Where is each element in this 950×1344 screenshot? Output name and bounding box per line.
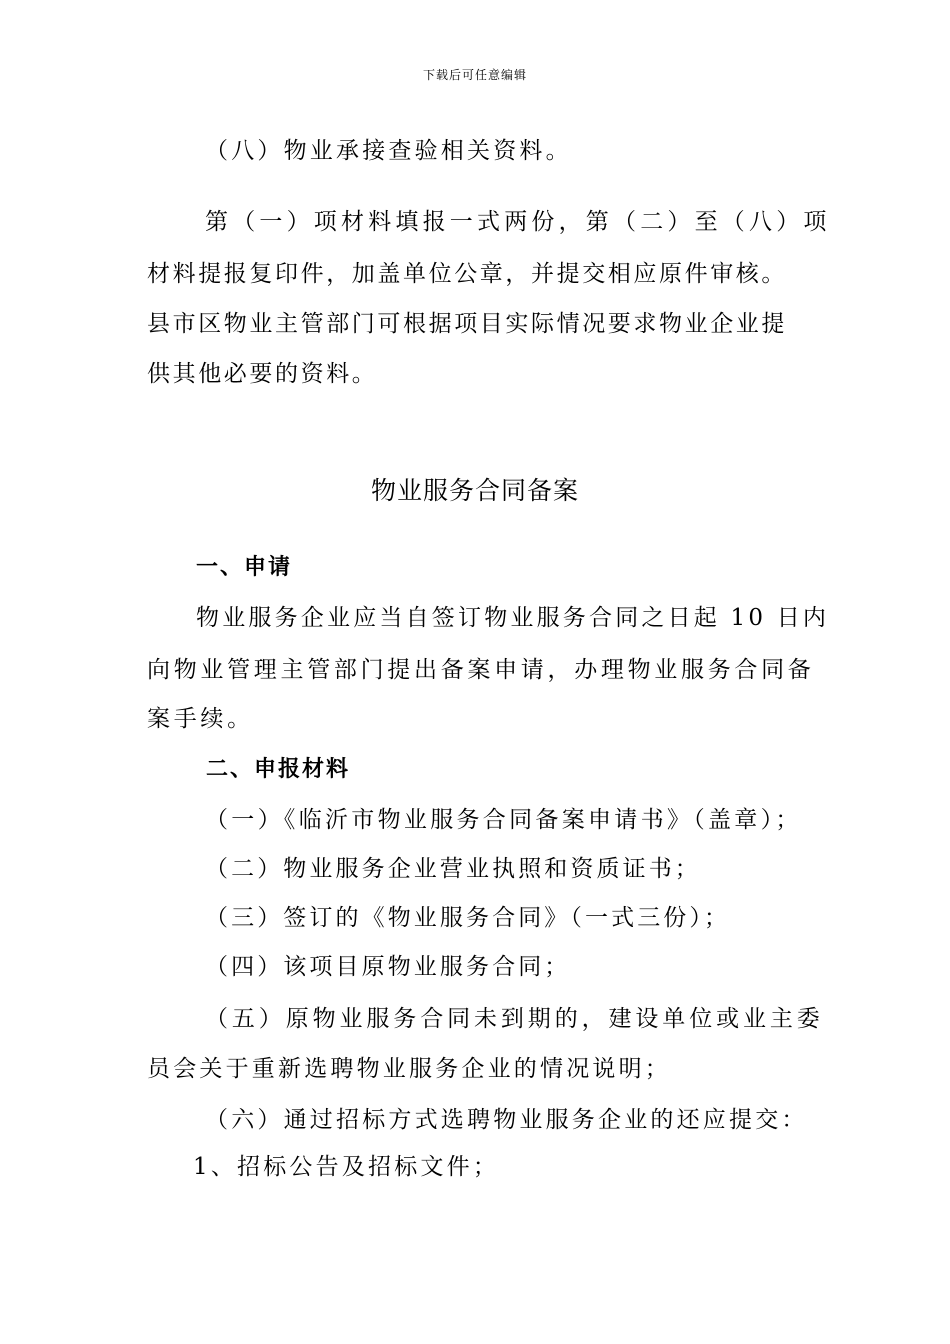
item-eight-line: （八）物业承接查验相关资料。 bbox=[205, 138, 572, 164]
apply-line-1: 物业服务企业应当自签订物业服务合同之日起 10 日内 bbox=[196, 605, 830, 631]
material-item-6: （六）通过招标方式选聘物业服务企业的还应提交： bbox=[205, 1107, 808, 1133]
paragraph-line-3: 县市区物业主管部门可根据项目实际情况要求物业企业提 bbox=[147, 311, 787, 337]
section-title: 物业服务合同备案 bbox=[370, 476, 579, 505]
material-item-3: （三）签订的《物业服务合同》（一式三份）； bbox=[205, 905, 731, 931]
material-item-2: （二）物业服务企业营业执照和资质证书； bbox=[205, 856, 701, 882]
paragraph-line-4: 供其他必要的资料。 bbox=[147, 361, 378, 387]
material-sub-item-1: 1、招标公告及招标文件； bbox=[193, 1154, 500, 1180]
material-item-5-line-1: （五）原物业服务合同未到期的，建设单位或业主委 bbox=[205, 1006, 824, 1032]
apply-line-2: 向物业管理主管部门提出备案申请，办理物业服务合同备 bbox=[147, 657, 815, 683]
heading-materials: 二、申报材料 bbox=[206, 757, 351, 782]
page-header-note: 下载后可任意编辑 bbox=[422, 68, 527, 82]
paragraph-line-2: 材料提报复印件，加盖单位公章，并提交相应原件审核。 bbox=[147, 261, 787, 287]
material-item-4: （四）该项目原物业服务合同； bbox=[205, 954, 571, 980]
apply-line-3: 案手续。 bbox=[147, 706, 254, 732]
paragraph-line-1: 第（一）项材料填报一式两份，第（二）至（八）项 bbox=[205, 209, 831, 235]
heading-apply: 一、申请 bbox=[196, 555, 293, 580]
material-item-1: （一）《临沂市物业服务合同备案申请书》（盖章）； bbox=[205, 807, 802, 833]
material-item-5-line-2: 员会关于重新选聘物业服务企业的情况说明； bbox=[147, 1056, 671, 1082]
